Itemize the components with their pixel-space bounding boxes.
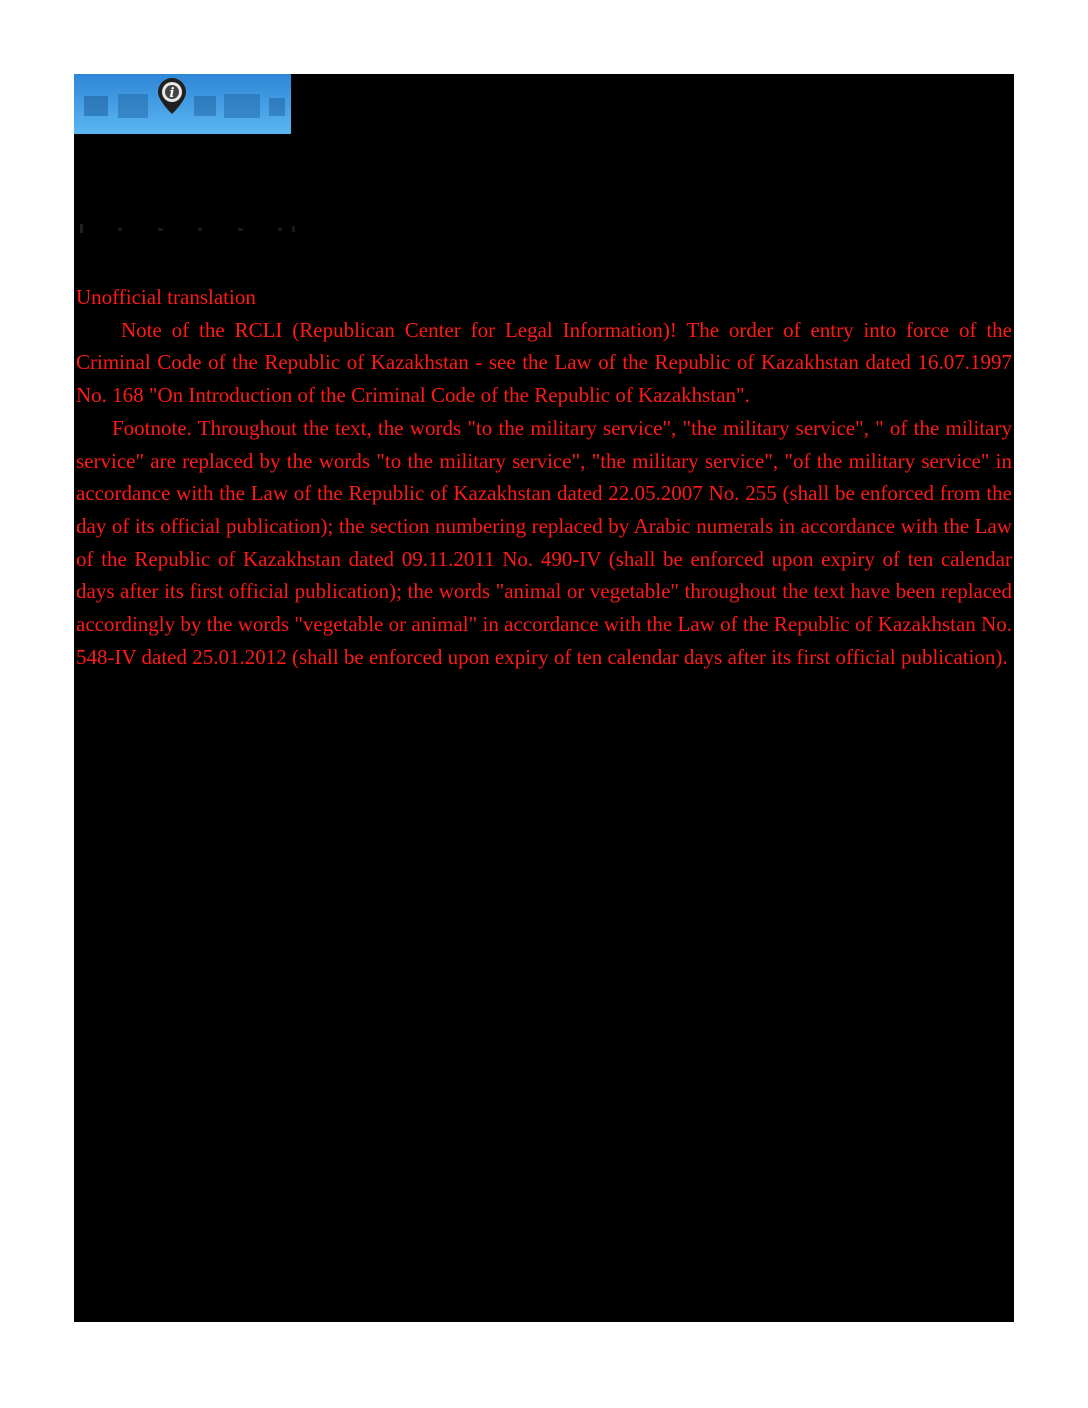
rcli-note-paragraph: Note of the RCLI (Republican Center for Legal Information)! The order of entry into force of the Criminal Code of the Republic of Kazakhstan - see the Law of the Republic of Kazakhstan dated 16.07.1997 No. 168 "On Introduction of the Criminal Code of the Republic of Kazakhstan". [76, 317, 1012, 408]
svg-text:i: i [169, 86, 175, 101]
info-pin-logo [74, 74, 291, 134]
document-text [76, 281, 1012, 673]
footnote-paragraph: Footnote. Throughout the text, the words "to the military service", "the military service", " of the military service" are replaced by the words "to the military service", "the military service", "of the military service" in accordance with the Law of the Republic of Kazakhstan dated 22.05.2007 No. 255 (shall be enforced from the day of its official publication); the section numbering replaced by Arabic numerals in accordance with the Law of the Republic of Kazakhstan dated 09.11.2011 No. 490-IV (shall be enforced upon expiry of ten calendar days after its first official publication); the words "animal or vegetable" throughout the text have been replaced accordingly by the words "vegetable or animal" in accordance with the Law of the Republic of Kazakhstan No. 548-IV dated 25.01.2012 (shall be enforced upon expiry of ten calendar days after its first official publication). [76, 415, 1012, 669]
translation-label: Unofficial translation [76, 285, 256, 309]
document-page [74, 74, 1014, 1322]
logo-icon [74, 74, 291, 134]
faint-heading-marks [78, 222, 318, 234]
